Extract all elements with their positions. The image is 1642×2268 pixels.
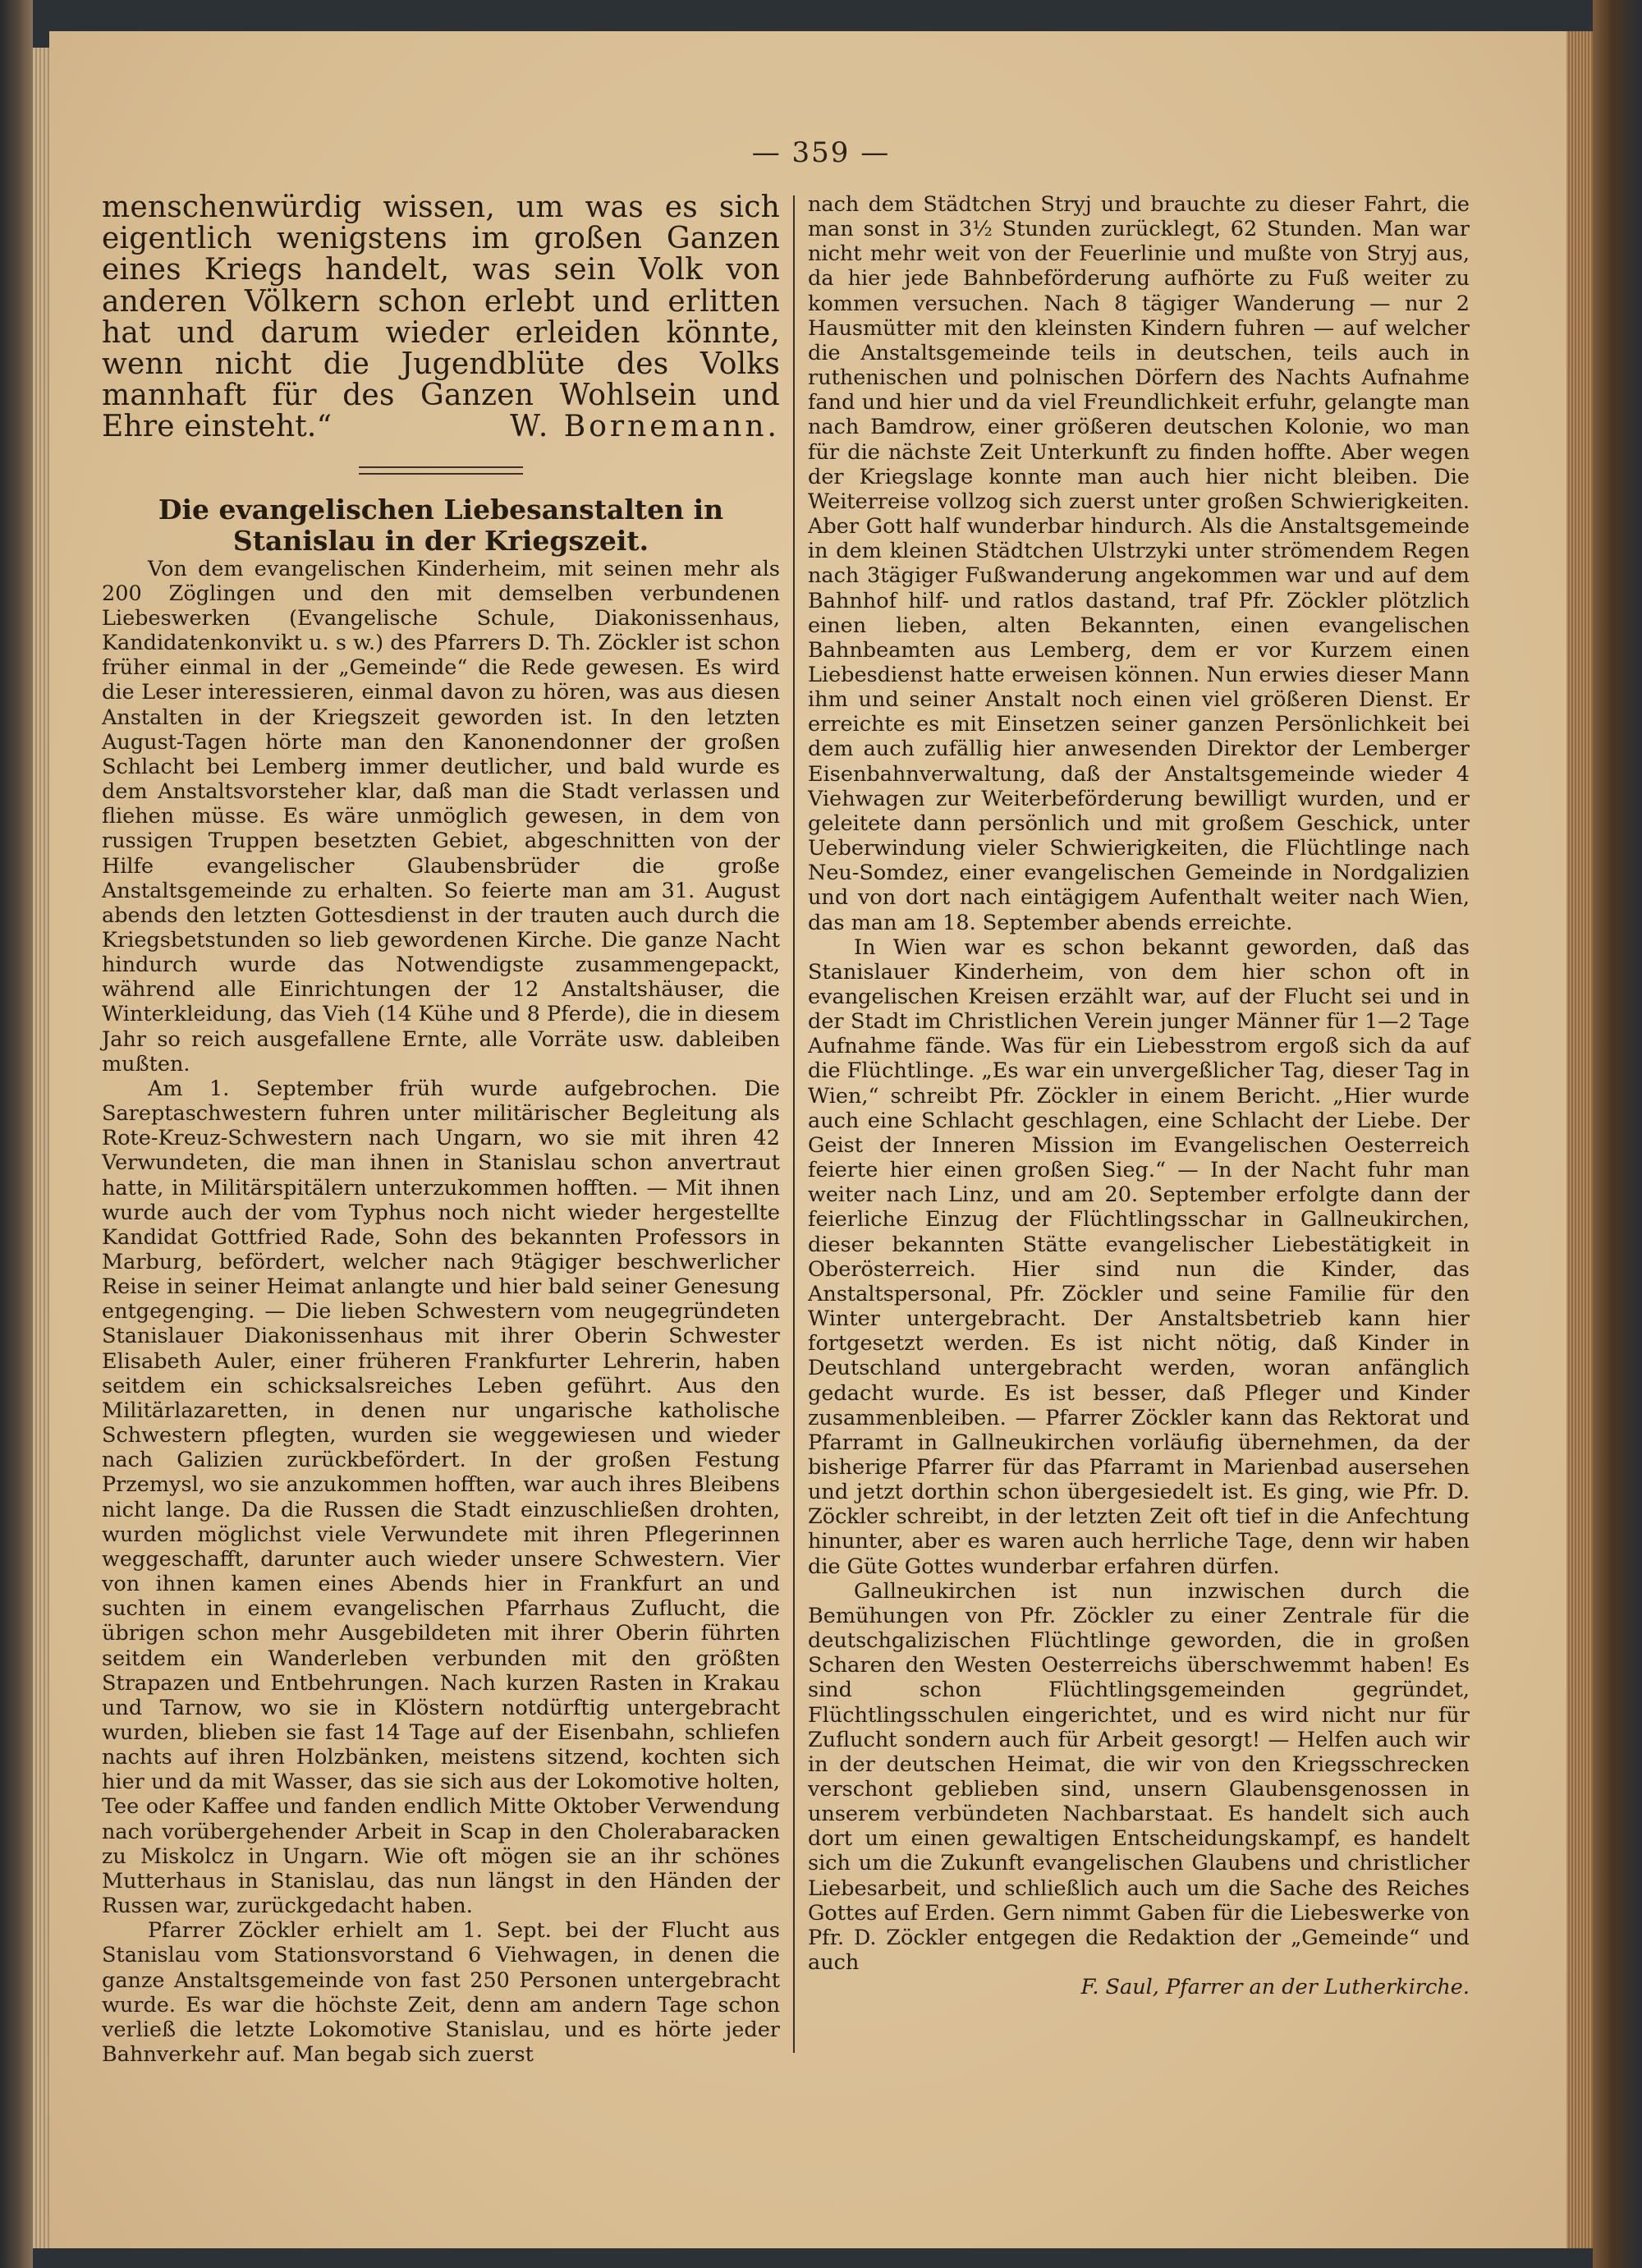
column-rule: [793, 195, 795, 2053]
page-number: — 359 —: [751, 136, 891, 169]
article-paragraph: In Wien war es schon bekannt geworden, daß das Stanislauer Kinderheim, von dem hier schon oft in evangelischen Kreisen erzählt war, auf der Flucht sei und in der Stadt im Christlichen Verein junger Männer für 1—2 Tage Aufnahme fände. Was für ein Liebesstrom ergoß sich da auf die Flüchtlinge. „Es war ein unvergeßlicher Tag, dieser Tag in Wien,“ schreibt Pfr. Zöckler in einem Bericht. „Hier wurde auch eine Schlacht geschlagen, eine Schlacht der Liebe. Der Geist der Inneren Mission im Evangelischen Oesterreich feierte hier einen großen Sieg.“ — In der Nacht fuhr man weiter nach Linz, und am 20. September erfolgte dann der feierliche Einzug der Flüchtlingsschar in Gallneukirchen, dieser bekannten Stätte evangelischer Liebestätigkeit in Oberösterreich. Hier sind nun die Kinder, das Anstaltspersonal, Pfr. Zöckler und seine Familie für den Winter untergebracht. Der Anstaltsbetrieb kann hier fortgesetzt werden. Es ist nicht nötig, daß Kinder in Deutschland untergebracht werden, woran anfänglich gedacht wurde. Es ist besser, daß Pfleger und Kinder zusammenbleiben. — Pfarrer Zöckler kann das Rektorat und Pfarramt in Gallneukirchen vorläufig übernehmen, da der bisherige Pfarrer für das Pfarramt in Marienbad ausersehen und jetzt dorthin schon übergesiedelt ist. Es ging, wie Pfr. D. Zöckler schreibt, in der letzten Zeit oft tief in die Anfechtung hinunter, aber es waren auch herrliche Tage, denn wir haben die Güte Gottes wunderbar erfahren dürfen.: [808, 934, 1470, 1579]
left-column: [102, 192, 780, 2067]
article-paragraph: nach dem Städtchen Stryj und brauchte zu dieser Fahrt, die man sonst in 3½ Stunden zurücklegt, 62 Stunden. Man war nicht mehr weit von der Feuerlinie und mußte von Stryj aus, da hier jede Bahnbeförderung aufhörte zu Fuß weiter zu kommen versuchen. Nach 8 tägiger Wanderung — nur 2 Hausmütter mit den kleinsten Kindern fuhren — auf welcher die Anstaltsgemeinde teils in deutschen, teils auch in ruthenischen und polnischen Dörfern des Nachts Aufnahme fand und hier und da viel Freundlichkeit erfuhr, gelangte man nach Bamdrow, einer größeren deutschen Kolonie, wo man für die nächste Zeit Unterkunft zu finden hoffte. Aber wegen der Kriegslage konnte man auch hier nicht bleiben. Die Weiterreise vollzog sich zuerst unter großen Schwierigkeiten. Aber Gott half wunderbar hindurch. Als die Anstaltsgemeinde in dem kleinen Städtchen Ulstrzyki unter strömendem Regen nach 3tägiger Fußwanderung angekommen war und auf dem Bahnhof hilf- und ratlos dastand, traf Pfr. Zöckler plötzlich einen lieben, alten Bekannten, einen evangelischen Bahnbeamten aus Lemberg, dem er vor Kurzem einen Liebesdienst hatte erweisen können. Nun erwies dieser Mann ihm und seiner Anstalt noch einen viel größeren Dienst. Er erreichte es mit Einsetzen seiner ganzen Persönlichkeit bei dem auch zufällig hier anwesenden Direktor der Lemberger Eisenbahnverwaltung, daß der Anstaltsgemeinde wieder 4 Viehwagen zur Weiterbeförderung bewilligt wurden, und er geleitete dann persönlich und mit großem Geschick, unter Ueberwindung vieler Schwierigkeiten, die Flüchtlinge nach Neu-Somdez, einer evangelischen Gemeinde in Nordgalizien und von dort nach eintägigem Aufenthalt weiter nach Wien, das man am 18. September abends erreichte.: [808, 192, 1470, 935]
intro-paragraph: [102, 192, 780, 443]
right-column: [808, 192, 1470, 1999]
book-binding-right: [1593, 0, 1642, 2268]
book-page: [49, 31, 1593, 2248]
article-signature: F. Saul, Pfarrer an der Lutherkirche.: [1080, 1975, 1470, 2000]
article-paragraph: Pfarrer Zöckler erhielt am 1. Sept. bei der Flucht aus Stanislau vom Stationsvorstand 6 Viehwagen, in denen die ganze Anstaltsgemeinde von fast 250 Personen untergebracht wurde. Es war die höchste Zeit, denn am andern Tage schon verließ die letzte Lokomotive Stanislau, und es hörte jeder Bahnverkehr auf. Man begab sich zuerst: [102, 1918, 780, 2067]
article-heading: Die evangelischen Liebesanstalten in Stanislau in der Kriegszeit.: [158, 493, 724, 557]
intro-text: menschenwürdig wissen, um was es sich eigentlich wenigstens im großen Ganzen eines Kriegs handelt, was sein Volk von anderen Völkern schon erlebt und erlitten hat und darum wieder erleiden könnte, wenn nicht die Jugendblüte des Volks mannhaft für des Ganzen Wohlsein und Ehre einsteht.“: [102, 191, 780, 444]
book-page-stack-left: [33, 48, 49, 2248]
article-paragraph: Am 1. September früh wurde aufgebrochen. Die Sareptaschwestern fuhren unter militärischer Begleitung als Rote-Kreuz-Schwestern nach Ungarn, wo sie mit ihren 42 Verwundeten, die man ihnen in Stanislau schon anvertraut hatte, in Militärspitälern unterzukommen hofften. — Mit ihnen wurde auch der vom Typhus noch nicht wieder hergestellte Kandidat Gottfried Rade, Sohn des bekannten Professors in Marburg, befördert, welcher nach 9tägiger beschwerlicher Reise in seiner Heimat anlangte und hier bald seiner Genesung entgegenging. — Die lieben Schwestern vom neugegründeten Stanislauer Diakonissenhaus mit ihrer Oberin Schwester Elisabeth Auler, einer früheren Frankfurter Lehrerin, haben seitdem ein schicksalsreiches Leben geführt. Aus den Militärlazaretten, in denen nur ungarische katholische Schwestern pflegten, wurden sie weggewiesen und wieder nach Galizien zurückbefördert. In der großen Festung Przemysl, wo sie anzukommen hofften, war auch ihres Bleibens nicht lange. Da die Russen die Stadt einzuschließen drohten, wurden möglichst viele Verwundete mit ihren Pflegerinnen weggeschafft, darunter auch wieder unsere Schwestern. Vier von ihnen kamen eines Abends hier in Frankfurt an und suchten in einem evangelischen Pfarrhaus Zuflucht, die übrigen schon mehr Ausgebildeten mit ihrer Oberin führten seitdem ein Wanderleben verbunden mit den größten Strapazen und Entbehrungen. Nach kurzen Rasten in Krakau und Tarnow, wo sie in Klöstern notdürftig untergebracht wurden, blieben sie fast 14 Tage auf der Eisenbahn, schliefen nachts auf ihren Holzbänken, meistens sitzend, kochten sich hier und da mit Wasser, das sie sich aus der Lokomotive holten, Tee oder Kaffee und fanden endlich Mitte Oktober Verwendung nach vorübergehender Arbeit in Scap in den Cholerabaracken zu Miskolcz in Ungarn. Wie oft mögen sie an ihr schönes Mutterhaus in Stanislau, das nun längst in den Händen der Russen war, zurückgedacht haben.: [102, 1076, 780, 1919]
book-binding-left: [0, 0, 33, 2268]
section-divider: [359, 466, 523, 475]
page-edge-right: [1566, 31, 1593, 2248]
article-paragraph: Von dem evangelischen Kinderheim, mit seinen mehr als 200 Zöglingen und den mit demselben verbundenen Liebeswerken (Evangelische Schule, Diakonissenhaus, Kandidatenkonvikt u. s w.) des Pfarrers D. Th. Zöckler ist schon früher einmal in der „Gemeinde“ die Rede gewesen. Es wird die Leser interessieren, einmal davon zu hören, was aus diesen Anstalten in der Kriegszeit geworden ist. In den letzten August-Tagen hörte man den Kanonendonner der großen Schlacht bei Lemberg immer deutlicher, und bald wurde es dem Anstaltsvorsteher klar, daß man die Stadt verlassen und fliehen müsse. Es wäre unmöglich gewesen, in dem von russigen Truppen besetzten Gebiet, abgeschnitten von der Hilfe evangelischer Glaubensbrüder die große Anstaltsgemeinde zu erhalten. So feierte man am 31. August abends den letzten Gottesdienst in der trauten auch durch die Kriegsbetstunden so lieb gewordenen Kirche. Die ganze Nacht hindurch wurde das Notwendigste zusammengepackt, während alle Einrichtungen der 12 Anstaltshäuser, die Winterkleidung, das Vieh (14 Kühe und 8 Pferde), die in diesem Jahr so reich ausgefallene Ernte, alle Vorräte usw. dableiben mußten.: [102, 556, 780, 1077]
intro-signature: W. Bornemann.: [510, 410, 780, 444]
article-paragraph: Gallneukirchen ist nun inzwischen durch die Bemühungen von Pfr. Zöckler zu einer Zentrale für die deutschgalizischen Flüchtlinge geworden, die in großen Scharen den Westen Oesterreichs überschwemmt haben! Es sind schon Flüchtlingsgemeinden gegründet, Flüchtlingsschulen eingerichtet, und es wird nicht nur für Zuflucht sondern auch für Arbeit gesorgt! — Helfen auch wir in der deutschen Heimat, die wir von den Kriegsschrecken verschont geblieben sind, unsern Glaubensgenossen in unserem verbündeten Nachbarstaat. Es handelt sich auch dort um einen gewaltigen Entscheidungskampf, es handelt sich um die Zukunft evangelischen Glaubens und christlicher Liebesarbeit, und schließlich auch um die Sache des Reiches Gottes auf Erden. Gern nimmt Gaben für die Liebeswerke von Pfr. D. Zöckler entgegen die Redaktion der „Gemeinde“ und auch: [808, 1578, 1470, 1976]
